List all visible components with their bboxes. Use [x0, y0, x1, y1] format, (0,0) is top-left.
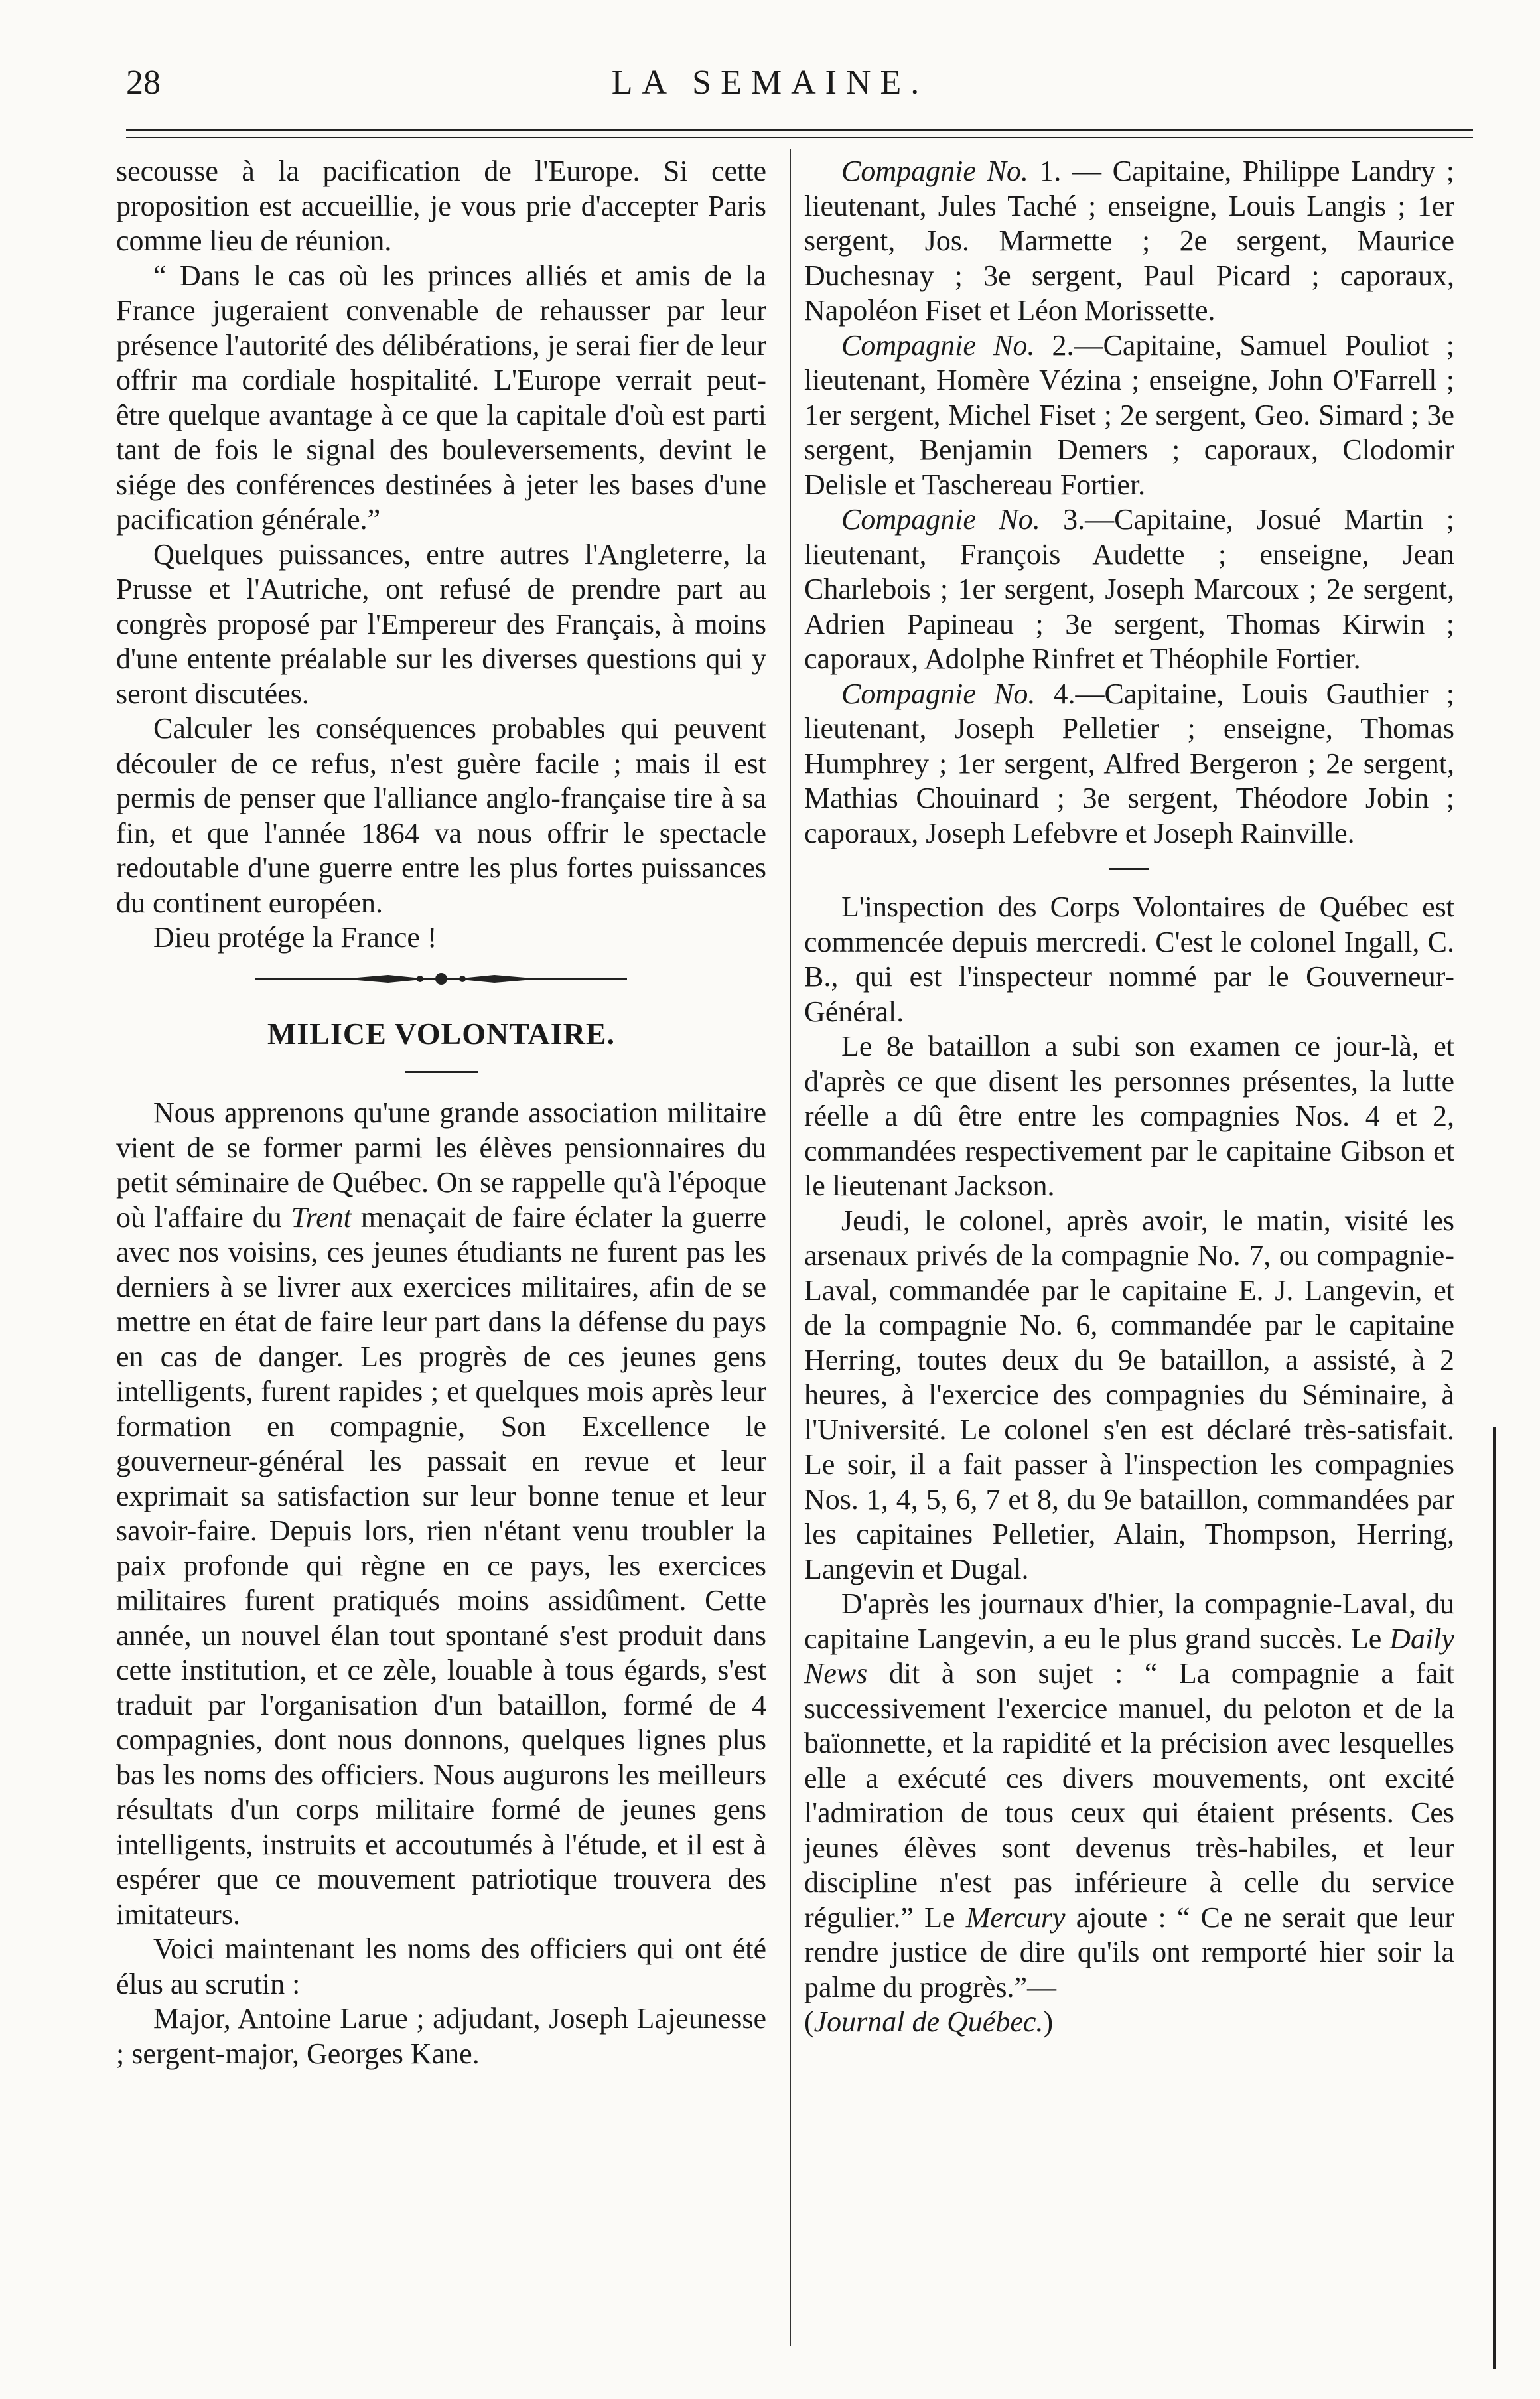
paragraph: secousse à la pacification de l'Europe. Si cette proposition est accueillie, je vous prie d'accepter Paris comme lieu de réunion.	[116, 155, 766, 257]
text-run: D'après les journaux d'hier, la compagnie-Laval, du capitaine Langevin, a eu le plus grand succès. Le	[804, 1587, 1454, 1655]
company-label: Compagnie No.	[841, 503, 1040, 536]
text-run: (	[804, 2005, 814, 2038]
company-label: Compagnie No.	[841, 677, 1036, 710]
short-rule	[1109, 868, 1149, 870]
header-rule-thin	[126, 137, 1473, 138]
paragraph: Le 8e bataillon a subi son examen ce jour-là, et d'après ce que disent les personnes présentes, la lutte réelle a dû être entre les compagnies Nos. 4 et 2, commandées respectivement par le capitaine Gibson et le lieutenant Jackson.	[804, 1030, 1454, 1202]
paragraph: Calculer les conséquences probables qui peuvent découler de ce refus, n'est guère facile ; mais il est permis de penser que l'alliance anglo-française tire à sa fin, et que l'année 1864 va nous offrir le spectacle redoutable d'une guerre entre les plus fortes puissances du continent européen.	[116, 712, 766, 919]
italic-text: Daily News	[804, 1622, 1454, 1690]
company-entry	[804, 328, 1454, 503]
text-run: 1. — Capitaine, Philippe Landry ; lieutenant, Jules Taché ; enseigne, Louis Langis ; 1er sergent, Jos. Marmette ; 2e sergent, Maurice Duchesnay ; 3e sergent, Paul Picard ; caporaux, Napoléon Fiset et Léon Morissette.	[804, 155, 1454, 327]
company-label: Compagnie No.	[841, 328, 1035, 362]
page-edge-line	[1493, 1427, 1496, 2369]
right-column	[804, 154, 1454, 2040]
paragraph: L'inspection des Corps Volontaires de Québec est commencée depuis mercredi. C'est le colonel Ingall, C. B., qui est l'inspecteur nommé par le Gouverneur-Général.	[804, 891, 1454, 1028]
short-rule	[405, 1071, 478, 1073]
text-run: )	[1043, 2005, 1054, 2038]
section-title: MILICE VOLONTAIRE.	[267, 1016, 616, 1051]
company-entry	[804, 677, 1454, 851]
company-entry	[804, 502, 1454, 677]
text-run: dit à son sujet : “ La compagnie a fait successivement l'exercice manuel, du peloton et de la baïonnette, et la rapidité et la précision avec lesquelles elle a exécuté ces divers mouvements, ont excité l'admiration de tous ceux qui étaient présents. Ces jeunes élèves sont devenus très-habiles, et leur discipline n'est pas inférieure à celle du service régulier.” Le	[804, 1657, 1454, 1934]
paragraph: Jeudi, le colonel, après avoir, le matin, visité les arsenaux privés de la compagnie No. 7, ou compagnie-Laval, commandée par le capitaine E. J. Langevin, et de la compagnie No. 6, commandée par le capitaine Herring, toutes deux du 9e bataillon, a assisté, à 2 heures, à l'exercice des compagnies du Séminaire, à l'Université. Le colonel s'en est déclaré très-satisfait. Le soir, il a fait passer à l'inspection les compagnies Nos. 1, 4, 5, 6, 7 et 8, du 9e bataillon, commandées par les capitaines Pelletier, Alain, Thompson, Herring, Langevin et Dugal.	[804, 1204, 1454, 1585]
paragraph	[116, 1096, 766, 1932]
text-run: 3.—Capitaine, Josué Martin ; lieutenant, François Audette ; enseigne, Jean Charlebois ; 1er sergent, Joseph Marcoux ; 2e sergent, Adrien Papineau ; 3e sergent, Thomas Kirwin ; caporaux, Adolphe Rinfret et Théophile Fortier.	[804, 503, 1454, 675]
italic-text: Trent	[291, 1200, 352, 1234]
text-run: ajoute : “ Ce ne serait que leur rendre justice de dire qu'ils ont remporté hier soir la palme du progrès.”—	[804, 1901, 1455, 2003]
paragraph: Quelques puissances, entre autres l'Angleterre, la Prusse et l'Autriche, ont refusé de prendre part au congrès proposé par l'Empereur des Français, à moins d'une entente préalable sur les diverses questions qui y seront discutées.	[116, 538, 766, 710]
header-rule	[126, 129, 1473, 131]
left-column	[116, 154, 766, 2071]
text-run: menaçait de faire éclater la guerre avec nos voisins, ces jeunes étudiants ne furent pas les derniers à se livrer aux exercices militaires, afin de se mettre en état de faire leur part dans la défense du pays en cas de danger. Les progrès de ces jeunes gens intelligents, furent rapides ; et quelques mois après leur formation en compagnie, Son Excellence le gouverneur-général les passait en revue et leur exprimait sa satisfaction sur leur bonne tenue et leur savoir-faire. Depuis lors, rien n'étant venu troubler la paix profonde qui règne en ce pays, les exercices militaires furent pratiqués moins assidûment. Cette année, un nouvel élan tout spontané s'est produit dans cette institution, et ce zèle, louable à tous égards, s'est traduit par l'organisation d'un bataillon, formé de 4 compagnies, dont nous donnons, quelques lignes plus bas les noms des officiers. Nous augurons les meilleurs résultats d'un corps militaire formé de jeunes gens intelligents, instruits et accoutumés à l'étude, et il est à espérer que ce mouvement patriotique trouvera des imitateurs.	[116, 1200, 766, 1930]
italic-text: Mercury	[965, 1901, 1066, 1934]
text-run: 2.—Capitaine, Samuel Pouliot ; lieutenant, Homère Vézina ; enseigne, John O'Farrell ; 1er sergent, Michel Fiset ; 2e sergent, Geo. Simard ; 3e sergent, Benjamin Demers ; caporaux, Clodomir Delisle et Taschereau Fortier.	[804, 328, 1454, 501]
paragraph: Dieu protége la France !	[153, 921, 437, 954]
paragraph: Voici maintenant les noms des officiers qui ont été élus au scrutin :	[116, 1932, 766, 2000]
text-run: Nous apprenons qu'une grande association militaire vient de se former parmi les élèves pensionnaires du petit séminaire de Québec. On se rappelle qu'à l'époque où l'affaire du	[116, 1096, 766, 1234]
italic-text: Journal de Québec.	[813, 2005, 1044, 2038]
column-divider	[790, 149, 791, 2346]
running-head: LA SEMAINE.	[611, 64, 929, 102]
text-run: 4.—Capitaine, Louis Gauthier ; lieutenant, Joseph Pelletier ; enseigne, Thomas Humphrey ; 1er sergent, Alfred Bergeron ; 2e sergent, Mathias Chouinard ; 3e sergent, Théodore Jobin ; caporaux, Joseph Lefebvre et Joseph Rainville.	[804, 677, 1454, 849]
page-number: 28	[126, 64, 161, 102]
source-citation	[804, 2005, 1454, 2040]
company-entry	[804, 154, 1454, 328]
company-label: Compagnie No.	[841, 155, 1028, 187]
paragraph: “ Dans le cas où les princes alliés et amis de la France jugeraient convenable de rehausser par leur présence l'autorité des délibérations, je serai fier de leur offrir ma cordiale hospitalité. L'Europe verrait peut-être quelque avantage à ce que la capitale d'où est parti tant de fois le signal des bouleversements, devint le siége des conférences destinées à jeter les bases d'une pacification générale.”	[116, 259, 766, 536]
ornamental-rule	[116, 956, 766, 1002]
paragraph	[804, 1587, 1454, 2005]
paragraph: Major, Antoine Larue ; adjudant, Joseph Lajeunesse ; sergent-major, Georges Kane.	[116, 2002, 766, 2070]
